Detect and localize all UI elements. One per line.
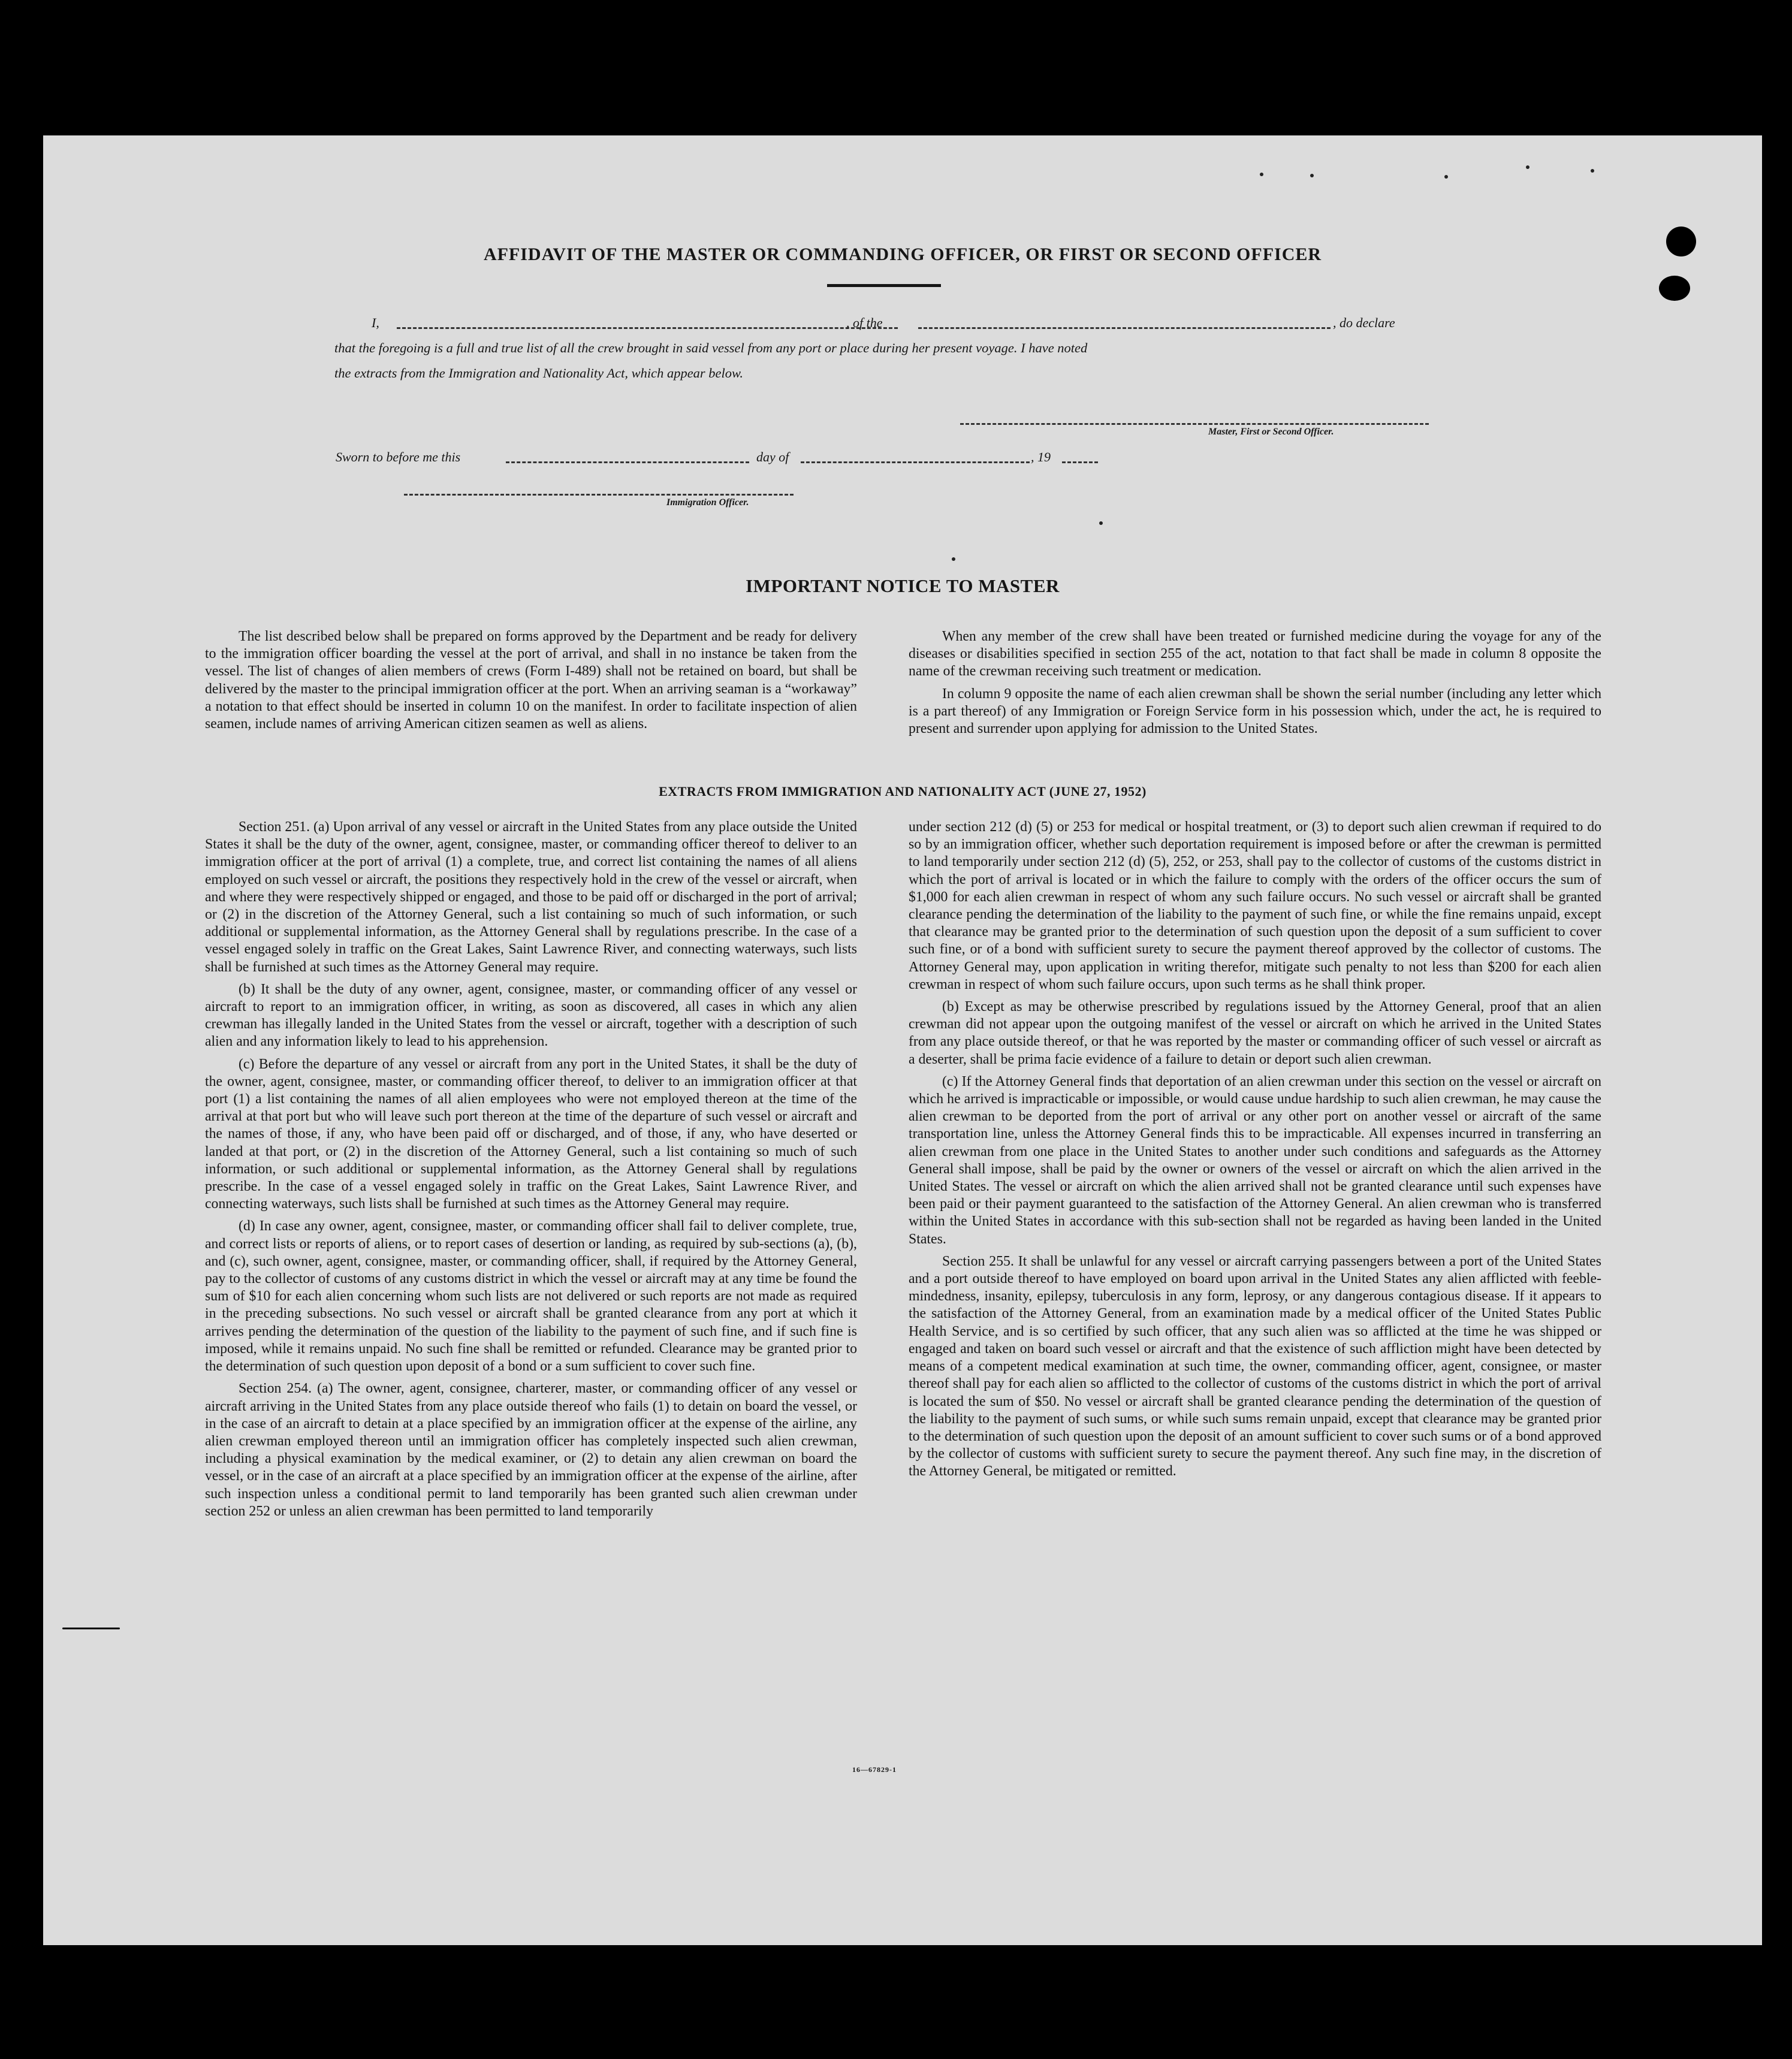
extracts-right-column [909,819,1601,1481]
speck [1099,521,1103,525]
section-251-a: Section 251. (a) Upon arrival of any vessel or aircraft in the United States from any place outside the United States it shall be the duty of the owner, agent, consignee, master, or commanding officer thereof to deliver to an immigration officer at the port of arrival (1) a complete, true, and correct list containing the names of all aliens employed on such vessel or aircraft, the positions they respectively hold in the crew of the vessel or aircraft, when and where they were respectively shipped or engaged, and those to be paid off or discharged in the port of arrival; or (2) in the discretion of the Attorney General, such a list containing so much of such information, or such additional or supplemental information, as the Attorney General shall by regulations prescribe. In the case of a vessel engaged solely in traffic on the Great Lakes, Saint Lawrence River, and connecting waterways, such lists shall be furnished at such times as the Attorney General may require. [205,819,857,975]
speck [1260,173,1263,176]
do-declare-label: , do declare [1333,315,1395,330]
notice-left-column [205,628,857,733]
section-254-a-continued: under section 212 (d) (5) or 253 for medical or hospital treatment, or (3) to deport such alien crewman if required to do so by an immigration officer, whether such deportation requirement is imposed before or after the crewman is permitted to land temporarily under section 212 (d) (5), 252, or 253, shall pay to the collector of customs of the customs district in which the port of arrival is located or in which the failure to comply with the orders of the officer occurs the sum of $1,000 for each alien crewman in respect of whom any such failure occurs. No such vessel or aircraft shall be granted clearance pending the determination of the liability to the payment of such fine, or while the fine remains unpaid, except that clearance may be granted prior to the determination of such question upon the deposit of a sum sufficient to cover such fine, or of a bond with sufficient surety to secure the payment thereof approved by the collector of customs. The Attorney General may, upon application in writing therefor, mitigate such penalty to not less than $200 for each alien crewman in respect of whom such failure occurs, upon such terms as he shall think proper. [909,819,1601,992]
notice-left-paragraph: The list described below shall be prepared on forms approved by the Department and be ready for delivery to the immigration officer boarding the vessel at the port of arrival, and shall in no instance be taken from the vessel. The list of changes of alien members of crews (Form I-489) shall not be retained on board, but shall be delivered by the master to the principal immigration officer at the port. When an arriving seaman is a “workaway” a notation to that effect should be inserted in column 10 on the manifest. In order to facilitate inspection of alien seamen, include names of arriving American citizen seamen as well as aliens. [205,629,857,732]
notice-right-paragraph: When any member of the crew shall have been treated or furnished medicine during the voyage for any of the diseases or disabilities specified in section 255 of the act, notation to that fact shall be made in column 8 opposite the name of the crewman receiving such treatment or medication. [909,629,1601,680]
section-251-c: (c) Before the departure of any vessel or aircraft from any port in the United States, it shall be the duty of the owner, agent, consignee, master, or commanding officer thereof, to deliver to an immigration officer at that port (1) a list containing the names of all alien employees who were not employed thereon at the time of the arrival at that port but who will leave such port thereon at the time of the departure of such vessel or aircraft and the names of those, if any, who have been paid off or discharged, and of those, if any, who have deserted or landed at that port, or (2) in the discretion of the Attorney General, such a list containing so much of such information, or such additional or supplemental information, as the Attorney General shall by regulations prescribe. In the case of a vessel engaged solely in traffic on the Great Lakes, Saint Lawrence River, and connecting waterways, such lists shall be furnished at such times as the Attorney General may require. [205,1056,857,1212]
section-254-b: (b) Except as may be otherwise prescribed by regulations issued by the Attorney General, proof that an alien crewman did not appear upon the outgoing manifest of the vessel or aircraft on which he arrived in the United States from any place outside thereof, or that he was reported by the master or commanding officer of such vessel or aircraft as a deserter, shall be prima facie evidence of a failure to detain or deport such alien crewman. [909,999,1601,1067]
immigration-caption: Immigration Officer. [666,497,749,508]
sworn-label: Sworn to before me this [336,449,461,464]
declaration-line-1: that the foregoing is a full and true list of all the crew brought in said vessel from any port or place during her present voyage. I have noted [334,340,1088,355]
punch-hole-bottom [1659,276,1690,301]
speck [1310,174,1314,177]
declaration-line-2: the extracts from the Immigration and Nationality Act, which appear below. [334,366,744,381]
section-255: Section 255. It shall be unlawful for any vessel or aircraft carrying passengers between a port of the United States and a port outside thereof to have employed on board upon arrival in the United States any alien afflicted with feeble-mindedness, insanity, epilepsy, tuberculosis in any form, leprosy, or any dangerous contagious disease. If it appears to the satisfaction of the Attorney General, from an examination made by a medical officer of the United States Public Health Service, and is so certified by such officer, that any such alien was so afflicted at the time he was shipped or engaged and taken on board such vessel or aircraft and that the existence of such affliction might have been detected by means of a competent medical examination at such time, the owner, commanding officer, agent, consignee, or master thereof shall pay for each alien so afflicted to the collector of customs of the customs district in which the port of arrival is located the sum of $50. No vessel or aircraft shall be granted clearance pending the determination of the question of the liability to the payment of such sums, or while such sums remain unpaid, except that clearance may be granted prior to the determination of such question upon the deposit of an amount sufficient to cover such sums or of a bond approved by the collector of customs with sufficient surety to secure the payment thereof. Any such fine may, in the discretion of the Attorney General, be mitigated or remitted. [909,1253,1601,1480]
notice-title: IMPORTANT NOTICE TO MASTER [746,575,1060,596]
sworn-day-field[interactable] [506,461,749,463]
master-caption: Master, First or Second Officer. [1208,427,1334,437]
document-page [43,135,1762,1945]
section-254-c: (c) If the Attorney General finds that deportation of an alien crewman under this section on the vessel or aircraft on which he arrived is impracticable or impossible, or would cause undue hardship to such alien crewman, he may cause the alien crewman to be deported from the port of arrival or any other port on another vessel or aircraft of the same transportation line, unless the Attorney General finds this to be impracticable. All expenses incurred in transferring an alien crewman from one place in the United States to another under such conditions and safeguards as the Attorney General shall impose, shall be paid by the owner or owners of the vessel or aircraft on which the alien arrived in the United States. The vessel or aircraft on which the alien arrived shall not be granted clearance until such expenses have been paid or their payment guaranteed to the satisfaction of the Attorney General. An alien crewman who is transferred within the United States in accordance with this sub-section shall not be regarded as having been landed in the United States. [909,1073,1601,1247]
speck [1591,169,1594,173]
master-signature-field[interactable] [960,423,1429,425]
notice-right-column [909,628,1601,738]
sworn-year-field[interactable] [1062,461,1098,463]
sworn-month-field[interactable] [801,461,1030,463]
of-the-label: , of the [846,315,883,330]
i-label: I, [372,315,379,330]
section-251-d: (d) In case any owner, agent, consignee, master, or commanding officer shall fail to deliver complete, true, and correct lists or reports of aliens, or to report cases of desertion or landing, as required by sub-sections (a), (b), and (c), such owner, agent, consignee, master, or commanding officer, shall, if required by the Attorney General, pay to the collector of customs of any customs district in which the vessel or aircraft may at any time be found the sum of $10 for each alien concerning whom such lists are not delivered or such reports are not made as required in the preceding subsections. No such vessel or aircraft shall be granted clearance from any port at which it arrives pending the determination of the question of the liability to the payment of such fine, and if such fine is imposed, while it remains unpaid. No such fine shall be remitted or refunded. Clearance may be granted prior to the determination of such question upon deposit of a bond or a sum sufficient to cover such fine. [205,1218,857,1375]
form-code: 16—67829-1 [852,1765,897,1774]
notice-right-paragraph: In column 9 opposite the name of each alien crewman shall be shown the serial number (including any letter which is a part thereof) of any Immigration or Foreign Service form in his possession which, under the act, he is required to present and surrender upon applying for admission to the United States. [909,686,1601,737]
immigration-officer-field[interactable] [404,494,794,496]
day-of-label: day of [756,449,789,464]
year-label: , 19 [1031,449,1051,464]
vessel-field[interactable] [918,327,1331,329]
speck [952,557,955,561]
speck [1444,175,1448,179]
section-254-a: Section 254. (a) The owner, agent, consignee, charterer, master, or commanding officer of any vessel or aircraft arriving in the United States from any place outside thereof who fails (1) to detain on board the vessel, or in the case of an aircraft to detain at a place specified by an immigration officer at the expense of the airline, any alien crewman employed thereon until an immigration officer has completely inspected such alien crewman, including a physical examination by the medical examiner, or (2) to detain any alien crewman on board the vessel, or in the case of an aircraft at a place specified by an immigration officer at the expense of the airline, after such inspection unless a conditional permit to land temporarily has been granted such alien crewman under section 252 or unless an alien crewman has been permitted to land temporarily [205,1381,857,1519]
section-251-b: (b) It shall be the duty of any owner, agent, consignee, master, or commanding officer of any vessel or aircraft to report to an immigration officer, in writing, as soon as discovered, all cases in which any alien crewman has illegally landed in the United States from the vessel or aircraft, together with a description of such alien and any information likely to lead to his apprehension. [205,981,857,1050]
extracts-left-column [205,819,857,1520]
name-field[interactable] [397,327,898,329]
title-rule [827,284,941,287]
extracts-title: EXTRACTS FROM IMMIGRATION AND NATIONALITY ACT (JUNE 27, 1952) [659,784,1147,799]
margin-stroke [62,1628,120,1629]
speck [1526,165,1529,169]
affidavit-title: AFFIDAVIT OF THE MASTER OR COMMANDING OFFICER, OR FIRST OR SECOND OFFICER [483,244,1322,264]
